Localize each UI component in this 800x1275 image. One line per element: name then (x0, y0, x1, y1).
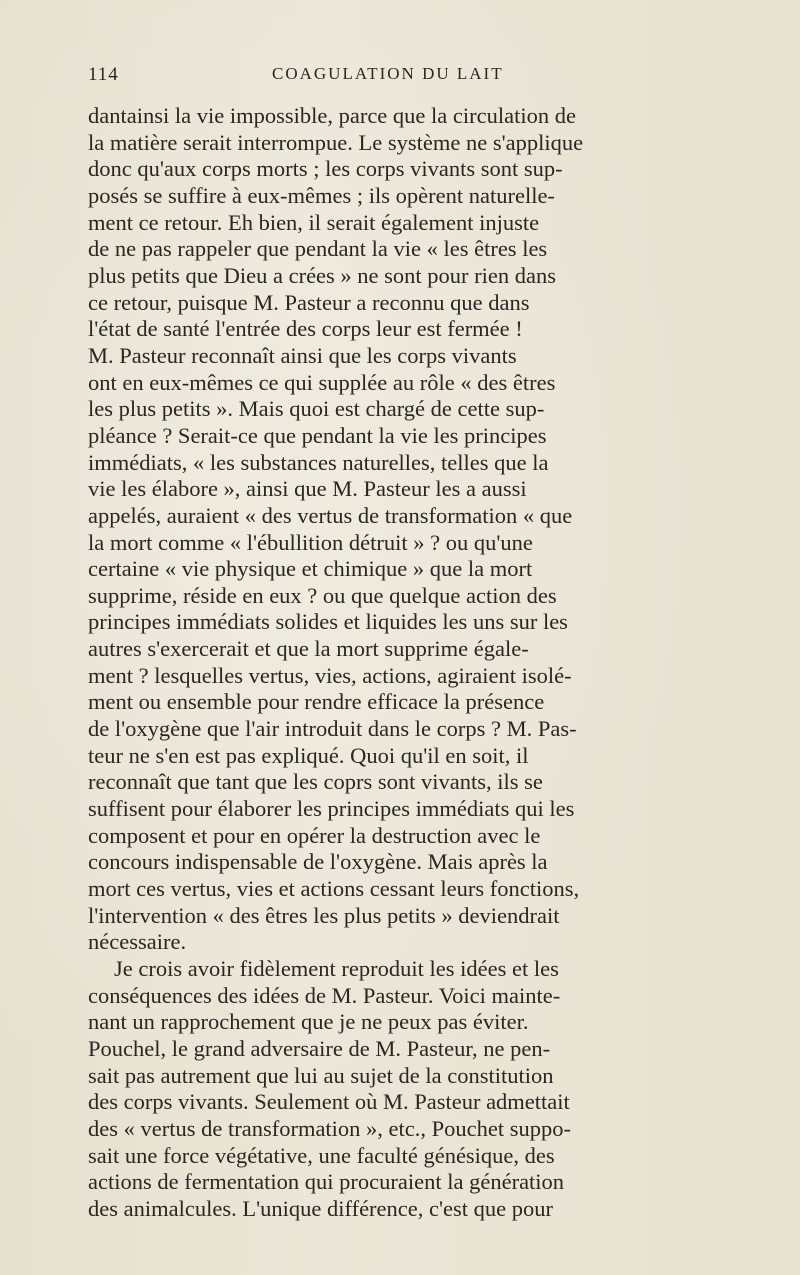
text-line: nant un rapprochement que je ne peux pas éviter. (88, 1009, 529, 1035)
text-line: ment ou ensemble pour rendre efficace la présence (88, 689, 545, 715)
text-line: pléance ? Serait-ce que pendant la vie les principes (88, 422, 547, 448)
text-line: teur ne s'en est pas expliqué. Quoi qu'il en soit, il (88, 742, 529, 768)
text-line: reconnaît que tant que les coprs sont vivants, ils se (88, 769, 543, 795)
text-line: des animalcules. L'unique différence, c'est que pour (88, 1195, 554, 1221)
text-line: principes immédiats solides et liquides les uns sur les (88, 609, 568, 635)
text-line: ment ce retour. Eh bien, il serait également injuste (88, 209, 540, 235)
text-line: supprime, réside en eux ? ou que quelque action des (88, 582, 557, 608)
text-line: ont en eux-mêmes ce qui supplée au rôle « des êtres (88, 369, 556, 395)
text-line: ment ? lesquelles vertus, vies, actions, agiraient isolé- (88, 662, 572, 688)
text-line: conséquences des idées de M. Pasteur. Voici mainte- (88, 982, 561, 1008)
text-line: M. Pasteur reconnaît ainsi que les corps vivants (88, 342, 517, 368)
text-line: les plus petits ». Mais quoi est chargé de cette sup- (88, 396, 545, 422)
text-line: la mort comme « l'ébullition détruit » ? ou qu'une (88, 529, 533, 555)
text-line: de ne pas rappeler que pendant la vie « les êtres les (88, 236, 548, 262)
text-line: posés se suffire à eux-mêmes ; ils opèrent naturelle- (88, 182, 555, 208)
text-line: des « vertus de transformation », etc., Pouchet suppo- (88, 1115, 572, 1141)
body-text (88, 103, 710, 1223)
text-line: appelés, auraient « des vertus de transformation « que (88, 502, 573, 528)
text-line: de l'oxygène que l'air introduit dans le corps ? M. Pas- (88, 716, 577, 742)
text-line: suffisent pour élaborer les principes immédiats qui les (88, 796, 575, 822)
text-line: des corps vivants. Seulement où M. Pasteur admettait (88, 1089, 570, 1115)
text-line: la matière serait interrompue. Le système ne s'applique (88, 129, 584, 155)
text-line: plus petits que Dieu a crées » ne sont pour rien dans (88, 262, 557, 288)
text-line: sait pas autrement que lui au sujet de la constitution (88, 1062, 554, 1088)
page-header (88, 62, 708, 90)
page-number: 114 (88, 64, 119, 85)
text-line: l'état de santé l'entrée des corps leur est fermée ! (88, 316, 523, 342)
text-line: immédiats, « les substances naturelles, telles que la (88, 449, 549, 475)
text-line: composent et pour en opérer la destruction avec le (88, 822, 541, 848)
paragraph-start-line: Je crois avoir fidèlement reproduit les idées et les (114, 956, 559, 981)
text-line: l'intervention « des êtres les plus petits » deviendrait (88, 902, 560, 928)
text-line: vie les élabore », ainsi que M. Pasteur les a aussi (88, 476, 527, 502)
text-line: concours indispensable de l'oxygène. Mais après la (88, 849, 548, 875)
text-line: actions de fermentation qui procuraient la génération (88, 1169, 565, 1195)
text-line: sait une force végétative, une faculté génésique, des (88, 1142, 555, 1168)
text-line: autres s'exercerait et que la mort supprime égale- (88, 636, 529, 662)
running-title: COAGULATION DU LAIT (272, 64, 504, 83)
text-line: donc qu'aux corps morts ; les corps vivants sont sup- (88, 156, 563, 182)
text-line: nécessaire. (88, 929, 187, 955)
text-line: mort ces vertus, vies et actions cessant leurs fonctions, (88, 876, 580, 902)
text-line: certaine « vie physique et chimique » que la mort (88, 556, 533, 582)
text-line: dantainsi la vie impossible, parce que la circulation de (88, 103, 576, 128)
text-line: ce retour, puisque M. Pasteur a reconnu que dans (88, 289, 530, 315)
text-line: Pouchel, le grand adversaire de M. Pasteur, ne pen- (88, 1035, 551, 1061)
